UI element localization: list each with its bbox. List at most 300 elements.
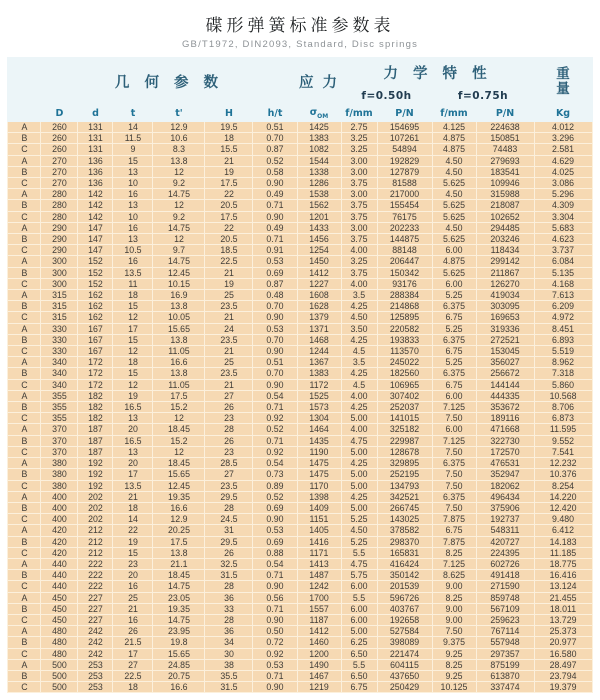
data-cell: 4.25 (341, 368, 377, 379)
data-cell: 14.75 (153, 189, 205, 200)
table-row (8, 570, 592, 581)
data-cell: 5.625 (432, 234, 476, 245)
data-cell: 1304 (297, 413, 341, 424)
data-cell: 14.75 (153, 222, 205, 233)
data-cell: 270 (41, 166, 78, 177)
data-cell: 315 (41, 301, 78, 312)
row-series-label: B (8, 570, 41, 581)
data-cell: 300 (41, 278, 78, 289)
data-cell: 6.25 (341, 637, 377, 648)
data-cell: 19.5 (205, 122, 253, 133)
data-cell: 28 (205, 502, 253, 513)
data-cell: 4.25 (341, 402, 377, 413)
data-cell: 12 (153, 234, 205, 245)
data-cell: 340 (41, 357, 78, 368)
data-cell: 5.135 (534, 267, 592, 278)
data-cell: 420 (41, 536, 78, 547)
data-cell: 15 (113, 368, 153, 379)
data-cell: 6.375 (432, 334, 476, 345)
data-cell: 0.53 (253, 323, 297, 334)
data-cell: 202 (78, 491, 113, 502)
data-cell: 613870 (476, 670, 534, 681)
row-series-label: B (8, 402, 41, 413)
data-cell: 1467 (297, 670, 341, 681)
table-row (8, 446, 592, 457)
data-cell: 13 (113, 413, 153, 424)
data-cell: 4.25 (341, 334, 377, 345)
data-cell: 437650 (377, 670, 432, 681)
data-cell: 1379 (297, 312, 341, 323)
data-cell: 15.5 (205, 144, 253, 155)
data-cell: 189116 (476, 413, 534, 424)
data-cell: 3.00 (341, 189, 377, 200)
data-cell: 9.25 (432, 648, 476, 659)
data-cell: 3.304 (534, 211, 592, 222)
data-cell: 1557 (297, 603, 341, 614)
row-series-label: A (8, 290, 41, 301)
data-cell: 444335 (476, 390, 534, 401)
data-cell: 131 (78, 144, 113, 155)
data-cell: 18.45 (153, 458, 205, 469)
data-cell: 17.5 (205, 211, 253, 222)
table-row (8, 458, 592, 469)
data-cell: 7.613 (534, 290, 592, 301)
data-cell: 4.00 (341, 424, 377, 435)
data-cell: 13 (113, 200, 153, 211)
table-row (8, 659, 592, 670)
col-header-t-prime: t' (153, 106, 205, 122)
data-cell: 419034 (476, 290, 534, 301)
data-cell: 1562 (297, 200, 341, 211)
data-cell: 23 (205, 413, 253, 424)
data-cell: 0.87 (253, 144, 297, 155)
data-cell: 147 (78, 222, 113, 233)
data-cell: 9.552 (534, 435, 592, 446)
data-cell: 375906 (476, 502, 534, 513)
data-cell: 272521 (476, 334, 534, 345)
data-cell: 192829 (377, 155, 432, 166)
data-cell: 10.125 (432, 682, 476, 693)
data-cell: 30 (205, 648, 253, 659)
data-cell: 201539 (377, 581, 432, 592)
data-cell: 602726 (476, 558, 534, 569)
data-cell: 0.92 (253, 446, 297, 457)
table-row (8, 424, 592, 435)
data-cell: 18 (113, 290, 153, 301)
data-cell: 28.497 (534, 659, 592, 670)
data-cell: 155454 (377, 200, 432, 211)
data-cell: 252037 (377, 402, 432, 413)
table-row (8, 368, 592, 379)
data-cell: 6.375 (432, 301, 476, 312)
data-cell: 21 (205, 346, 253, 357)
header-mechanical-group: 力 学 特 性 (341, 58, 534, 87)
data-cell: 4.50 (432, 189, 476, 200)
data-cell: 380 (41, 458, 78, 469)
data-cell: 229987 (377, 435, 432, 446)
data-cell: 12.9 (153, 122, 205, 133)
data-cell: 147 (78, 234, 113, 245)
data-cell: 1464 (297, 424, 341, 435)
col-header-f-mm-050: f/mm (341, 106, 377, 122)
table-row (8, 234, 592, 245)
table-row (8, 346, 592, 357)
data-cell: 290 (41, 222, 78, 233)
data-cell: 13.8 (153, 334, 205, 345)
data-cell: 378582 (377, 525, 432, 536)
data-cell: 34 (205, 637, 253, 648)
data-cell: 4.50 (341, 312, 377, 323)
data-cell: 6.412 (534, 525, 592, 536)
data-cell: 10 (113, 178, 153, 189)
table-row (8, 334, 592, 345)
table-row (8, 491, 592, 502)
data-cell: 10.6 (153, 133, 205, 144)
data-cell: 9.375 (432, 637, 476, 648)
data-cell: 203246 (476, 234, 534, 245)
data-cell: 355 (41, 390, 78, 401)
data-cell: 17.5 (153, 390, 205, 401)
data-cell: 20 (113, 458, 153, 469)
data-cell: 0.48 (253, 290, 297, 301)
data-cell: 319336 (476, 323, 534, 334)
row-series-label: C (8, 211, 41, 222)
row-series-label: B (8, 234, 41, 245)
data-cell: 21 (113, 603, 153, 614)
row-series-label: A (8, 357, 41, 368)
data-cell: 16 (113, 222, 153, 233)
data-cell: 6.00 (341, 603, 377, 614)
data-cell: 1219 (297, 682, 341, 693)
data-cell: 16.580 (534, 648, 592, 659)
data-cell: 25.373 (534, 626, 592, 637)
data-cell: 280 (41, 200, 78, 211)
data-cell: 27 (113, 659, 153, 670)
data-cell: 9.2 (153, 211, 205, 222)
data-cell: 6.00 (341, 614, 377, 625)
data-cell: 0.54 (253, 558, 297, 569)
data-cell: 15 (113, 334, 153, 345)
data-cell: 144144 (476, 379, 534, 390)
data-cell: 1172 (297, 379, 341, 390)
data-cell: 298370 (377, 536, 432, 547)
data-cell: 18.45 (153, 424, 205, 435)
data-cell: 38 (205, 659, 253, 670)
data-cell: 1170 (297, 480, 341, 491)
row-series-label: C (8, 648, 41, 659)
data-cell: 0.58 (253, 166, 297, 177)
data-cell: 16.416 (534, 570, 592, 581)
data-cell: 23.05 (153, 592, 205, 603)
row-series-label: C (8, 413, 41, 424)
data-cell: 496434 (476, 491, 534, 502)
data-cell: 13.8 (153, 301, 205, 312)
data-cell: 14.75 (153, 256, 205, 267)
data-cell: 242 (78, 637, 113, 648)
row-series-label: A (8, 558, 41, 569)
data-cell: 126270 (476, 278, 534, 289)
data-cell: 3.5 (341, 290, 377, 301)
table-row (8, 603, 592, 614)
data-cell: 5.625 (432, 178, 476, 189)
data-cell: 7.125 (432, 435, 476, 446)
data-cell: 13.8 (153, 547, 205, 558)
row-series-label: C (8, 278, 41, 289)
data-cell: 10.376 (534, 469, 592, 480)
data-cell: 380 (41, 469, 78, 480)
data-cell: 548311 (476, 525, 534, 536)
data-cell: 20 (113, 424, 153, 435)
data-cell: 0.90 (253, 379, 297, 390)
data-cell: 227 (78, 592, 113, 603)
data-cell: 1628 (297, 301, 341, 312)
data-cell: 315988 (476, 189, 534, 200)
data-cell: 1425 (297, 122, 341, 133)
data-cell: 5.5 (341, 592, 377, 603)
row-series-label: A (8, 525, 41, 536)
table-row (8, 155, 592, 166)
data-cell: 12 (113, 346, 153, 357)
data-cell: 165831 (377, 547, 432, 558)
data-cell: 10.568 (534, 390, 592, 401)
data-cell: 1409 (297, 502, 341, 513)
data-cell: 152 (78, 256, 113, 267)
data-cell: 221474 (377, 648, 432, 659)
data-cell: 5.00 (341, 502, 377, 513)
data-cell: 0.71 (253, 435, 297, 446)
table-row (8, 278, 592, 289)
row-series-label: B (8, 133, 41, 144)
data-cell: 7.50 (432, 413, 476, 424)
data-cell: 1475 (297, 469, 341, 480)
data-cell: 202 (78, 514, 113, 525)
data-cell: 12.45 (153, 267, 205, 278)
data-cell: 18 (113, 682, 153, 693)
data-cell: 480 (41, 637, 78, 648)
data-cell: 0.71 (253, 570, 297, 581)
data-cell: 1412 (297, 267, 341, 278)
data-cell: 3.75 (341, 178, 377, 189)
data-cell: 9.480 (534, 514, 592, 525)
table-row (8, 413, 592, 424)
data-cell: 19.379 (534, 682, 592, 693)
data-cell: 290 (41, 245, 78, 256)
data-cell: 260 (41, 144, 78, 155)
data-cell: 6.375 (432, 458, 476, 469)
data-cell: 8.25 (432, 659, 476, 670)
data-cell: 25 (113, 592, 153, 603)
data-cell: 0.54 (253, 458, 297, 469)
data-cell: 13.8 (153, 155, 205, 166)
data-cell: 20 (113, 570, 153, 581)
data-cell: 20.5 (205, 200, 253, 211)
data-cell: 6.893 (534, 334, 592, 345)
data-cell: 400 (41, 502, 78, 513)
data-cell: 18.5 (205, 245, 253, 256)
data-cell: 1398 (297, 491, 341, 502)
data-cell: 11 (113, 278, 153, 289)
data-cell: 0.52 (253, 424, 297, 435)
data-cell: 2.581 (534, 144, 592, 155)
data-cell: 3.5 (341, 357, 377, 368)
data-cell: 142 (78, 200, 113, 211)
data-cell: 3.50 (341, 323, 377, 334)
data-cell: 300 (41, 256, 78, 267)
data-cell: 5.5 (341, 659, 377, 670)
data-cell: 0.52 (253, 491, 297, 502)
row-series-label: A (8, 659, 41, 670)
data-cell: 5.75 (341, 570, 377, 581)
data-cell: 14.220 (534, 491, 592, 502)
header-deflection-050: f=0.50h (341, 87, 432, 106)
data-cell: 6.75 (341, 682, 377, 693)
table-row (8, 144, 592, 155)
row-series-label: B (8, 637, 41, 648)
data-cell: 6.209 (534, 301, 592, 312)
data-cell: 202 (78, 502, 113, 513)
data-cell: 12 (153, 446, 205, 457)
data-cell: 0.90 (253, 178, 297, 189)
data-cell: 370 (41, 435, 78, 446)
table-row (8, 379, 592, 390)
data-cell: 131 (78, 122, 113, 133)
data-cell: 1468 (297, 334, 341, 345)
data-cell: 5.625 (432, 200, 476, 211)
data-cell: 13 (113, 234, 153, 245)
row-series-label: B (8, 603, 41, 614)
data-cell: 256672 (476, 368, 534, 379)
data-cell: 28 (205, 424, 253, 435)
data-cell: 182560 (377, 368, 432, 379)
data-cell: 4.025 (534, 166, 592, 177)
data-cell: 152 (78, 267, 113, 278)
data-cell: 1244 (297, 346, 341, 357)
data-cell: 14.75 (153, 581, 205, 592)
data-cell: 5.00 (341, 413, 377, 424)
col-header-p-n-050: P/N (377, 106, 432, 122)
data-cell: 24 (205, 323, 253, 334)
data-cell: 440 (41, 558, 78, 569)
table-row (8, 614, 592, 625)
data-cell: 22 (205, 189, 253, 200)
data-cell: 403767 (377, 603, 432, 614)
header-stress-group: 应 力 (297, 58, 341, 106)
data-cell: 0.87 (253, 278, 297, 289)
data-cell: 0.69 (253, 267, 297, 278)
data-cell: 162 (78, 290, 113, 301)
data-cell: 183541 (476, 166, 534, 177)
data-cell: 3.00 (341, 222, 377, 233)
data-cell: 4.5 (341, 379, 377, 390)
data-cell: 224395 (476, 547, 534, 558)
data-cell: 192 (78, 480, 113, 491)
data-cell: 19.35 (153, 603, 205, 614)
data-cell: 3.296 (534, 133, 592, 144)
data-cell: 6.75 (432, 312, 476, 323)
data-cell: 16.9 (153, 290, 205, 301)
data-cell: 13 (113, 446, 153, 457)
data-cell: 20.25 (153, 525, 205, 536)
table-row (8, 390, 592, 401)
data-cell: 23.794 (534, 670, 592, 681)
data-cell: 767114 (476, 626, 534, 637)
data-cell: 400 (41, 491, 78, 502)
data-cell: 167 (78, 334, 113, 345)
col-header-kg: Kg (534, 106, 592, 122)
data-cell: 143025 (377, 514, 432, 525)
data-cell: 9.25 (432, 670, 476, 681)
data-cell: 7.875 (432, 514, 476, 525)
data-cell: 315 (41, 312, 78, 323)
data-cell: 150342 (377, 267, 432, 278)
data-cell: 330 (41, 346, 78, 357)
data-cell: 3.737 (534, 245, 592, 256)
table-row (8, 166, 592, 177)
data-cell: 147 (78, 245, 113, 256)
row-series-label: B (8, 334, 41, 345)
data-cell: 340 (41, 379, 78, 390)
table-body (8, 122, 592, 693)
data-cell: 153045 (476, 346, 534, 357)
data-cell: 125895 (377, 312, 432, 323)
data-cell: 0.52 (253, 155, 297, 166)
data-cell: 3.75 (341, 267, 377, 278)
data-cell: 3.00 (341, 155, 377, 166)
data-cell: 355 (41, 413, 78, 424)
data-cell: 1413 (297, 558, 341, 569)
data-cell: 270 (41, 178, 78, 189)
data-cell: 11.5 (113, 133, 153, 144)
data-cell: 6.375 (432, 491, 476, 502)
data-cell: 27 (205, 469, 253, 480)
data-cell: 15.65 (153, 648, 205, 659)
data-cell: 416424 (377, 558, 432, 569)
data-cell: 10.5 (113, 245, 153, 256)
data-cell: 0.90 (253, 682, 297, 693)
col-header-d: d (78, 106, 113, 122)
data-cell: 1450 (297, 256, 341, 267)
data-cell: 7.50 (432, 502, 476, 513)
data-cell: 6.50 (341, 670, 377, 681)
data-cell: 21.5 (113, 637, 153, 648)
table-row (8, 122, 592, 133)
data-cell: 18.45 (153, 570, 205, 581)
data-cell: 212 (78, 525, 113, 536)
data-cell: 0.92 (253, 413, 297, 424)
data-cell: 6.00 (341, 581, 377, 592)
data-cell: 1608 (297, 290, 341, 301)
data-cell: 15 (113, 547, 153, 558)
data-cell: 15.65 (153, 469, 205, 480)
data-cell: 81588 (377, 178, 432, 189)
table-row (8, 211, 592, 222)
data-cell: 18 (113, 357, 153, 368)
data-cell: 150851 (476, 133, 534, 144)
data-cell: 16 (113, 189, 153, 200)
data-cell: 22.5 (113, 670, 153, 681)
data-cell: 315 (41, 290, 78, 301)
table-row (8, 301, 592, 312)
data-cell: 1367 (297, 357, 341, 368)
row-series-label: A (8, 592, 41, 603)
data-cell: 6.00 (432, 424, 476, 435)
table-row (8, 626, 592, 637)
table-row (8, 682, 592, 693)
data-cell: 4.00 (341, 245, 377, 256)
data-cell: 21 (113, 491, 153, 502)
data-cell: 22 (205, 222, 253, 233)
table-row (8, 502, 592, 513)
